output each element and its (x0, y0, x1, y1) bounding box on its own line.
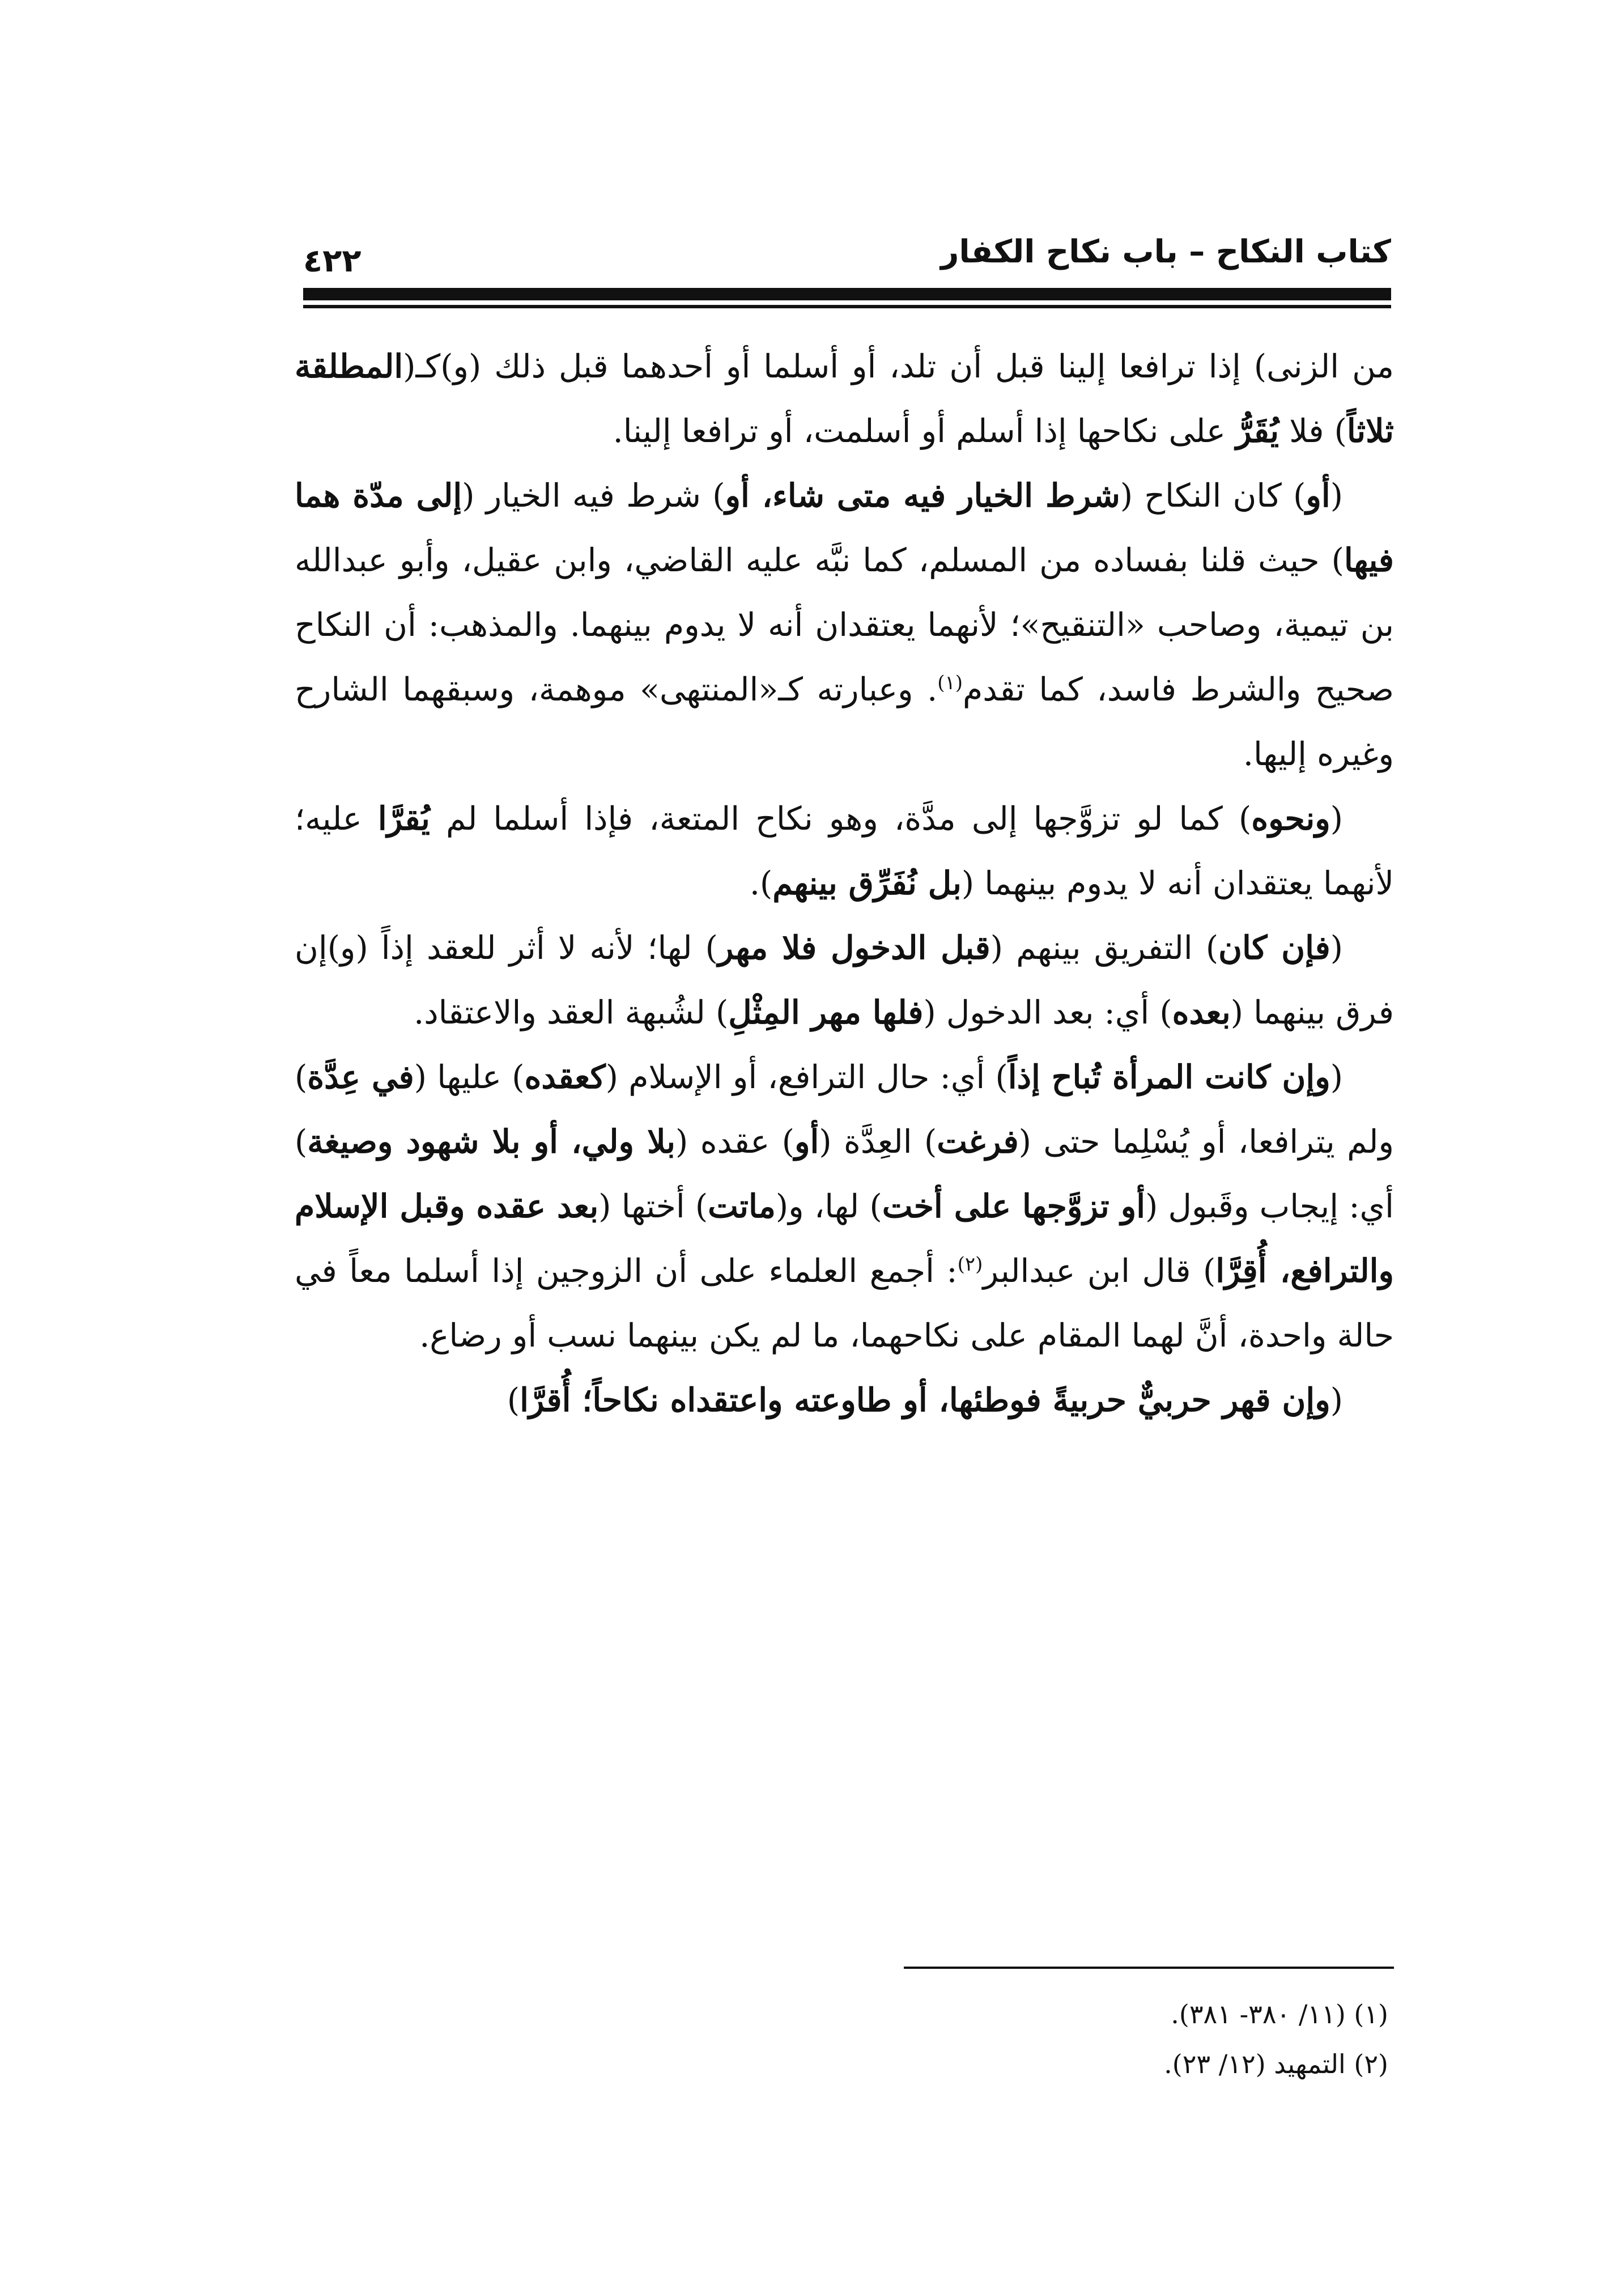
text-segment: ) عليها ( (414, 1059, 525, 1096)
text-segment: ) أي: إيجاب وقَبول ( (295, 1123, 1394, 1225)
text-segment: ) كما لو تزوَّجها إلى مدَّة، وهو نكاح المتعة، فإذا أسلما لم (430, 800, 1252, 838)
footnote-ref: (١) (937, 672, 963, 694)
text-segment: ( (1330, 1382, 1343, 1419)
bold-segment: كعقده (524, 1058, 606, 1096)
bold-segment: المطلقة ثلاثاً (295, 347, 1394, 450)
text-segment: ) كان النكاح ( (1120, 477, 1306, 515)
paragraph (295, 464, 1394, 787)
page-number: ٤٢٢ (303, 243, 362, 279)
text-segment: ) لها؛ لأنه لا أثر للعقد إذاً (و)إن فرق بينهما ( (295, 929, 1394, 1031)
text-segment: على نكاحها إذا أسلم أو أسلمت، أو ترافعا إلينا. (613, 413, 1236, 450)
bold-segment: بعده (1172, 993, 1231, 1031)
bold-segment: إلى مدّة هما فيها (295, 477, 1394, 579)
text-segment: ( (1330, 800, 1343, 838)
text-segment: ) عقده ( (675, 1123, 794, 1161)
bold-segment: في عِدَّة (307, 1058, 414, 1096)
bold-segment: فإن كان (1218, 929, 1330, 967)
text-segment: ) أي: بعد الدخول ( (923, 994, 1172, 1031)
footnotes (567, 1989, 1388, 2089)
header-rule-thin (303, 305, 1391, 308)
footnote-2: (٢) التمهيد (١٢/ ٢٣). (1164, 2049, 1388, 2079)
running-title: كتاب النكاح – باب نكاح الكفار (941, 233, 1391, 270)
paragraph (295, 1045, 1394, 1368)
bold-segment: أو (1306, 477, 1330, 515)
paragraph (295, 787, 1394, 916)
footnote-ref: (٢) (957, 1253, 983, 1276)
bold-segment: أو (794, 1123, 819, 1161)
bold-segment: ماتت (708, 1187, 776, 1225)
bold-segment: يُقرَّا (377, 800, 430, 838)
text-segment: ). (749, 865, 773, 902)
text-segment: ) لشُبهة العقد والاعتقاد. (414, 994, 729, 1031)
text-segment: ( (1330, 477, 1343, 515)
page-header (303, 230, 1391, 281)
text-segment: ) شرط فيه الخيار ( (462, 477, 725, 515)
bold-segment: شرط الخيار فيه متى شاء، أو (725, 477, 1120, 515)
text-segment: ( (1330, 1059, 1343, 1096)
footnote-1: (١) (١١/ ٣٨٠- ٣٨١). (1171, 1999, 1388, 2029)
text-segment: من الزنى) إذا ترافعا إلينا قبل أن تلد، أو أسلما أو أحدهما قبل ذلك (و)كـ( (403, 348, 1394, 385)
bold-segment: أو تزوَّجها على أخت (882, 1187, 1146, 1225)
text-segment: عليه؛ لأنهما يعتقدان أنه لا يدوم بينهما ( (295, 800, 1394, 902)
bold-segment: ونحوه (1251, 800, 1330, 838)
text-segment: ( (1330, 929, 1343, 967)
text-segment: ) التفريق بينهم ( (990, 929, 1219, 967)
bold-segment: فلها مهر المِثْلِ (728, 993, 924, 1031)
paragraph (295, 916, 1394, 1045)
bold-segment: فرغت (937, 1123, 1019, 1161)
bold-segment: بعد عقده وقبل الإسلام والترافع، أُقِرَّا (295, 1187, 1394, 1290)
main-text (295, 334, 1394, 1433)
text-segment: ) ولم يترافعا، أو يُسْلِما حتى ( (295, 1059, 1395, 1161)
paragraph (295, 334, 1394, 464)
text-segment: ) العِدَّة ( (819, 1123, 937, 1161)
bold-segment: وإن كانت المرأة تُباح إذاً (1007, 1058, 1330, 1096)
header-rule-thick (303, 288, 1391, 300)
bold-segment: وإن قهر حربيٌّ حربيةً فوطئها، أو طاوعته واعتقداه نكاحاً؛ أُقرَّا (520, 1381, 1330, 1419)
text-segment: ) حيث قلنا بفساده من المسلم، كما نبَّه عليه القاضي، وابن عقيل، وأبو عبدالله بن تيمية، وصاحب «التنقيح»؛ لأنهما يعتقدان أنه لا يدوم بينهما. والمذهب: أن النكاح صحيح والشرط فاسد، كما تقدم (295, 542, 1394, 708)
bold-segment: يُقَرُّ (1236, 412, 1279, 450)
text-segment: ) قال ابن عبدالبر (983, 1252, 1216, 1290)
text-segment: ) أي: حال الترافع، أو الإسلام ( (605, 1059, 1008, 1096)
paragraph (295, 1368, 1394, 1433)
text-segment: : أجمع العلماء على أن الزوجين إذا أسلما معاً في حالة واحدة، أنَّ لهما المقام على نكاحهما، ما لم يكن بينهما نسب أو رضاع. (295, 1252, 1394, 1354)
text-segment: . وعبارته كـ«المنتهى» موهمة، وسبقهما الشارح وغيره إليها. (295, 671, 1394, 773)
text-segment: ) (507, 1382, 520, 1419)
text-segment: ) لها، و( (775, 1188, 882, 1225)
bold-segment: بل نُفَرِّق بينهم (772, 864, 962, 902)
text-segment: ) أختها ( (598, 1188, 708, 1225)
footnote-separator (904, 1967, 1394, 1969)
bold-segment: قبل الدخول فلا مهر (717, 929, 990, 967)
bold-segment: بلا ولي، أو بلا شهود وصيغة (307, 1123, 676, 1161)
text-segment: ) فلا (1279, 413, 1347, 450)
